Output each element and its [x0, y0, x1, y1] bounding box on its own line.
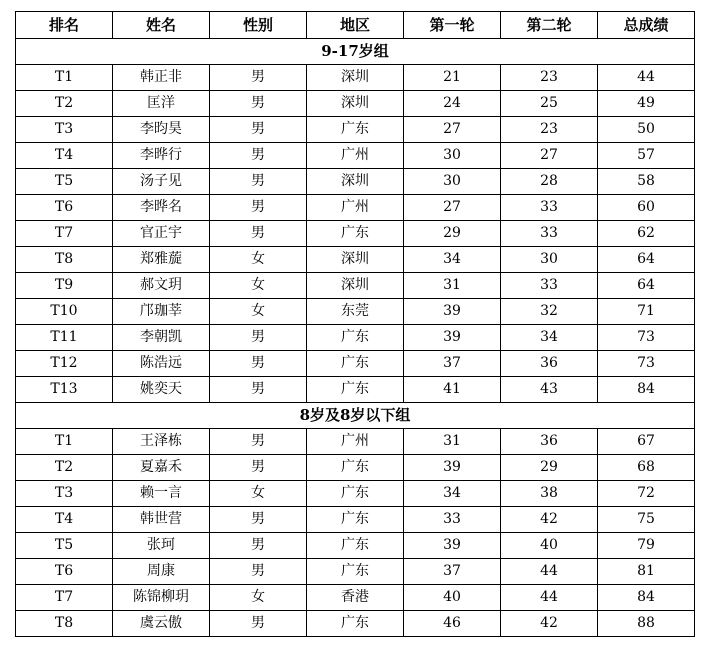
round-2-cell: 38	[501, 481, 598, 507]
gender-cell: 男	[210, 169, 307, 195]
round-2-cell: 23	[501, 117, 598, 143]
round-2-cell: 30	[501, 247, 598, 273]
round-2-cell: 33	[501, 273, 598, 299]
gender-cell: 男	[210, 65, 307, 91]
table-row	[16, 143, 695, 169]
total-cell: 71	[598, 299, 695, 325]
round-1-cell: 39	[404, 533, 501, 559]
total-cell: 57	[598, 143, 695, 169]
round-1-cell: 39	[404, 455, 501, 481]
region-cell: 广东	[307, 455, 404, 481]
name-cell: 李晔名	[113, 195, 210, 221]
total-cell: 73	[598, 351, 695, 377]
total-cell: 58	[598, 169, 695, 195]
name-cell: 周康	[113, 559, 210, 585]
round-2-cell: 36	[501, 429, 598, 455]
gender-cell: 男	[210, 455, 307, 481]
rank-cell: T3	[16, 481, 113, 507]
table-row	[16, 585, 695, 611]
name-cell: 姚奕天	[113, 377, 210, 403]
total-cell: 72	[598, 481, 695, 507]
header-round-1: 第一轮	[404, 12, 501, 39]
region-cell: 广东	[307, 507, 404, 533]
round-1-cell: 41	[404, 377, 501, 403]
region-cell: 广东	[307, 377, 404, 403]
rank-cell: T5	[16, 169, 113, 195]
name-cell: 王泽栋	[113, 429, 210, 455]
gender-cell: 男	[210, 507, 307, 533]
gender-cell: 男	[210, 195, 307, 221]
rank-cell: T7	[16, 585, 113, 611]
table-row	[16, 247, 695, 273]
rank-cell: T2	[16, 455, 113, 481]
gender-cell: 男	[210, 559, 307, 585]
total-cell: 73	[598, 325, 695, 351]
round-1-cell: 34	[404, 481, 501, 507]
region-cell: 深圳	[307, 247, 404, 273]
name-cell: 张珂	[113, 533, 210, 559]
region-cell: 深圳	[307, 65, 404, 91]
round-1-cell: 39	[404, 325, 501, 351]
rank-cell: T9	[16, 273, 113, 299]
round-2-cell: 40	[501, 533, 598, 559]
table-row	[16, 273, 695, 299]
total-cell: 62	[598, 221, 695, 247]
table-row	[16, 533, 695, 559]
region-cell: 广东	[307, 559, 404, 585]
round-2-cell: 23	[501, 65, 598, 91]
rank-cell: T13	[16, 377, 113, 403]
gender-cell: 男	[210, 143, 307, 169]
group-title: 9-17岁组	[16, 39, 695, 65]
round-2-cell: 27	[501, 143, 598, 169]
total-cell: 84	[598, 377, 695, 403]
name-cell: 官正宇	[113, 221, 210, 247]
table-row	[16, 65, 695, 91]
region-cell: 广东	[307, 533, 404, 559]
rank-cell: T6	[16, 195, 113, 221]
name-cell: 韩世营	[113, 507, 210, 533]
name-cell: 李昀昊	[113, 117, 210, 143]
gender-cell: 女	[210, 247, 307, 273]
header-gender: 性别	[210, 12, 307, 39]
total-cell: 88	[598, 611, 695, 637]
table-row	[16, 455, 695, 481]
total-cell: 50	[598, 117, 695, 143]
total-cell: 68	[598, 455, 695, 481]
rank-cell: T3	[16, 117, 113, 143]
round-2-cell: 44	[501, 585, 598, 611]
table-row	[16, 377, 695, 403]
round-1-cell: 27	[404, 117, 501, 143]
name-cell: 陈锦柳玥	[113, 585, 210, 611]
header-total: 总成绩	[598, 12, 695, 39]
total-cell: 84	[598, 585, 695, 611]
region-cell: 香港	[307, 585, 404, 611]
round-1-cell: 31	[404, 273, 501, 299]
round-2-cell: 42	[501, 507, 598, 533]
gender-cell: 男	[210, 429, 307, 455]
total-cell: 64	[598, 273, 695, 299]
total-cell: 60	[598, 195, 695, 221]
round-2-cell: 43	[501, 377, 598, 403]
region-cell: 深圳	[307, 169, 404, 195]
round-2-cell: 36	[501, 351, 598, 377]
table-row	[16, 507, 695, 533]
group-header-row	[16, 403, 695, 429]
round-2-cell: 29	[501, 455, 598, 481]
round-2-cell: 44	[501, 559, 598, 585]
round-1-cell: 40	[404, 585, 501, 611]
region-cell: 广州	[307, 143, 404, 169]
table-row	[16, 91, 695, 117]
rank-cell: T8	[16, 247, 113, 273]
gender-cell: 女	[210, 299, 307, 325]
round-2-cell: 25	[501, 91, 598, 117]
region-cell: 深圳	[307, 273, 404, 299]
rank-cell: T2	[16, 91, 113, 117]
total-cell: 44	[598, 65, 695, 91]
name-cell: 郝文玥	[113, 273, 210, 299]
gender-cell: 男	[210, 91, 307, 117]
region-cell: 广东	[307, 481, 404, 507]
round-1-cell: 37	[404, 559, 501, 585]
table-row	[16, 325, 695, 351]
group-title: 8岁及8岁以下组	[16, 403, 695, 429]
rank-cell: T4	[16, 507, 113, 533]
region-cell: 深圳	[307, 91, 404, 117]
round-1-cell: 31	[404, 429, 501, 455]
round-1-cell: 21	[404, 65, 501, 91]
region-cell: 广东	[307, 351, 404, 377]
table-row	[16, 117, 695, 143]
table-row	[16, 351, 695, 377]
table-row	[16, 169, 695, 195]
total-cell: 75	[598, 507, 695, 533]
round-2-cell: 32	[501, 299, 598, 325]
table-row	[16, 429, 695, 455]
rank-cell: T5	[16, 533, 113, 559]
region-cell: 广东	[307, 221, 404, 247]
gender-cell: 男	[210, 221, 307, 247]
name-cell: 匡洋	[113, 91, 210, 117]
rank-cell: T4	[16, 143, 113, 169]
name-cell: 汤子见	[113, 169, 210, 195]
name-cell: 李朝凯	[113, 325, 210, 351]
rank-cell: T8	[16, 611, 113, 637]
round-1-cell: 46	[404, 611, 501, 637]
gender-cell: 男	[210, 325, 307, 351]
round-1-cell: 37	[404, 351, 501, 377]
rank-cell: T10	[16, 299, 113, 325]
table-row	[16, 481, 695, 507]
rank-cell: T7	[16, 221, 113, 247]
name-cell: 邝珈莘	[113, 299, 210, 325]
round-1-cell: 39	[404, 299, 501, 325]
region-cell: 广东	[307, 611, 404, 637]
header-region: 地区	[307, 12, 404, 39]
name-cell: 郑雅蔙	[113, 247, 210, 273]
table-row	[16, 299, 695, 325]
round-1-cell: 33	[404, 507, 501, 533]
results-table	[15, 11, 695, 637]
header-name: 姓名	[113, 12, 210, 39]
gender-cell: 男	[210, 611, 307, 637]
round-2-cell: 28	[501, 169, 598, 195]
name-cell: 陈浩远	[113, 351, 210, 377]
round-1-cell: 30	[404, 143, 501, 169]
round-1-cell: 27	[404, 195, 501, 221]
rank-cell: T1	[16, 65, 113, 91]
header-rank: 排名	[16, 12, 113, 39]
group-header-row	[16, 39, 695, 65]
header-row	[16, 12, 695, 39]
table-row	[16, 559, 695, 585]
total-cell: 81	[598, 559, 695, 585]
table-row	[16, 195, 695, 221]
round-1-cell: 34	[404, 247, 501, 273]
total-cell: 67	[598, 429, 695, 455]
rank-cell: T11	[16, 325, 113, 351]
round-2-cell: 33	[501, 195, 598, 221]
region-cell: 广东	[307, 117, 404, 143]
rank-cell: T6	[16, 559, 113, 585]
total-cell: 64	[598, 247, 695, 273]
gender-cell: 男	[210, 351, 307, 377]
gender-cell: 女	[210, 273, 307, 299]
total-cell: 79	[598, 533, 695, 559]
table-row	[16, 611, 695, 637]
name-cell: 韩正非	[113, 65, 210, 91]
rank-cell: T12	[16, 351, 113, 377]
round-2-cell: 33	[501, 221, 598, 247]
region-cell: 东莞	[307, 299, 404, 325]
round-1-cell: 24	[404, 91, 501, 117]
name-cell: 夏嘉禾	[113, 455, 210, 481]
gender-cell: 男	[210, 117, 307, 143]
header-round-2: 第二轮	[501, 12, 598, 39]
gender-cell: 女	[210, 481, 307, 507]
name-cell: 赖一言	[113, 481, 210, 507]
table-body	[16, 39, 695, 637]
round-2-cell: 42	[501, 611, 598, 637]
gender-cell: 女	[210, 585, 307, 611]
round-2-cell: 34	[501, 325, 598, 351]
name-cell: 李晔行	[113, 143, 210, 169]
table-row	[16, 221, 695, 247]
gender-cell: 男	[210, 377, 307, 403]
gender-cell: 男	[210, 533, 307, 559]
round-1-cell: 29	[404, 221, 501, 247]
region-cell: 广东	[307, 325, 404, 351]
rank-cell: T1	[16, 429, 113, 455]
name-cell: 虞云傲	[113, 611, 210, 637]
total-cell: 49	[598, 91, 695, 117]
region-cell: 广州	[307, 195, 404, 221]
region-cell: 广州	[307, 429, 404, 455]
round-1-cell: 30	[404, 169, 501, 195]
